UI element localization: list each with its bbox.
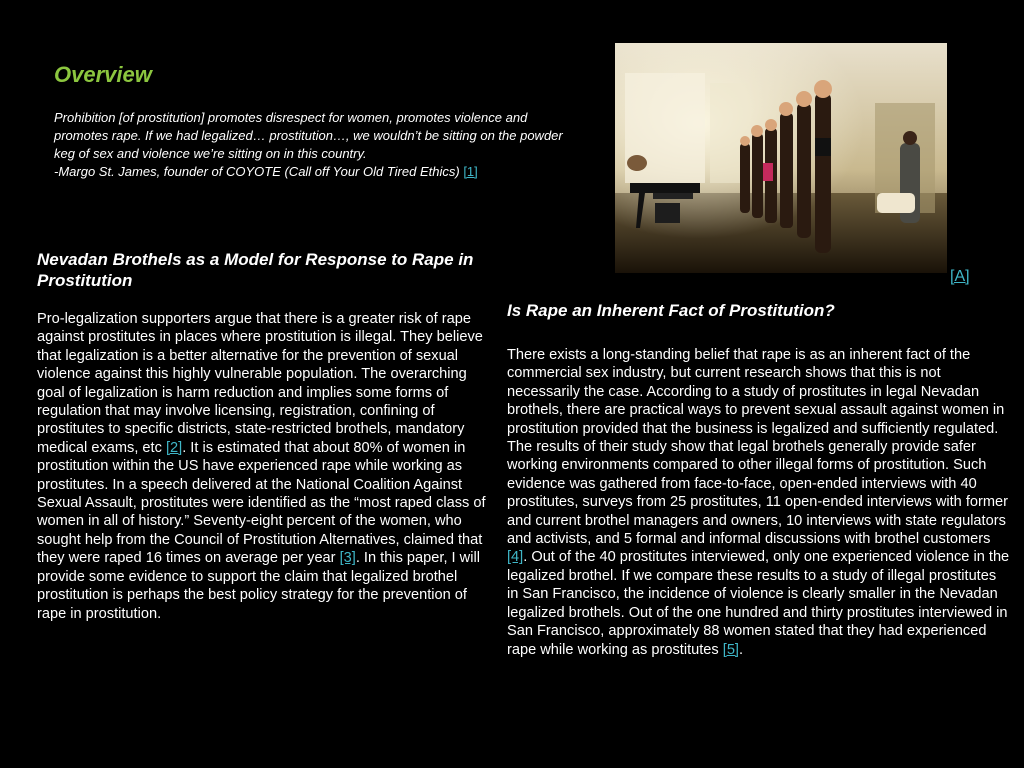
left-section-body	[37, 310, 489, 623]
left-body-part1: Pro-legalization supporters argue that there is a greater risk of rape against prostitutes in places where prostitution is illegal. They believe that legalization is a better alternative for the prevention of sexual violence against this highly vulnerable population. The overarching goal of legalization is harm reduction and implies some forms of regulation that may involve licensing, registration, confining of prostitutes to specific districts, state-restricted brothels, mandatory medical exams, etc	[37, 311, 483, 456]
right-body-part2: . Out of the 40 prostitutes interviewed, only one experienced violence in the legalized brothel. If we compare these results to a study of illegal prostitutes in San Francisco, the incidence of violence is clearly smaller in the Nevadan legalized brothels. Out of the one hundred and thirty prostitutes interviewed in San Francisco, approximately 88 women stated that they had experienced rape while working as prostitutes	[507, 549, 1010, 658]
right-body-part1: There exists a long-standing belief that rape is as an inherent fact of the commercial sex industry, but current research shows that this is not necessarily the case. According to a study of prostitutes in legal Nevadan brothels, there are practical ways to prevent sexual assault against women in prostitution provided that the business is legalized and sufficiently regulated. The results of their study show that legal brothels generally provide safer working environments compared to other illegal forms of prostitution. Such evidence was gathered from face-to-face, open-ended interviews with 40 prostitutes, surveys from 25 prostitutes, 11 open-ended interviews with former and current brothel managers and owners, 10 interviews with state regulators and activists, and 5 formal and informal discussions with brothel customers	[507, 347, 1009, 548]
overview-quote	[54, 109, 579, 181]
citation-link-3[interactable]: [3]	[339, 550, 356, 567]
attribution-text: -Margo St. James, founder of COYOTE (Call off Your Old Tired Ethics)	[54, 164, 460, 179]
citation-link-1[interactable]: [1]	[463, 164, 478, 179]
right-section-body	[507, 346, 1010, 659]
left-body-part2: . It is estimated that about 80% of women in prostitution within the US have experienced rape while working as prostitutes. In a speech delivered at the National Coalition Against Sexual Assault, prostitutes were identified as the “most raped class of women in all of history.” Seventy-eight percent of the women, who sought help from the Council of Prostitution Alternatives, claimed that they were raped 16 times on average per year	[37, 439, 486, 567]
quote-attribution	[54, 163, 579, 181]
quote-text: Prohibition [of prostitution] promotes disrespect for women, promotes violence and promotes rape. If we had legalized… prostitution…, we wouldn’t be sitting on the powder keg of sex and violence we’re sitting on in this country.	[54, 110, 563, 161]
photo-citation-link[interactable]: [A]	[950, 268, 970, 285]
left-body-part3: . In this paper, I will provide some evidence to support the claim that legalized brothel prostitution is perhaps the best policy strategy for the prevention of rape in prostitution.	[37, 550, 480, 622]
citation-link-4[interactable]: [4]	[507, 549, 524, 566]
citation-link-2[interactable]: [2]	[165, 439, 183, 456]
photo-illustration	[615, 43, 947, 273]
left-section-heading: Nevadan Brothels as a Model for Response to Rape in Prostitution	[37, 250, 474, 290]
right-body-part3: .	[739, 641, 744, 658]
right-section-heading: Is Rape an Inherent Fact of Prostitution?	[507, 301, 835, 320]
overview-title: Overview	[54, 62, 152, 87]
brothel-photo	[615, 43, 947, 273]
citation-link-5[interactable]: [5]	[722, 641, 739, 658]
